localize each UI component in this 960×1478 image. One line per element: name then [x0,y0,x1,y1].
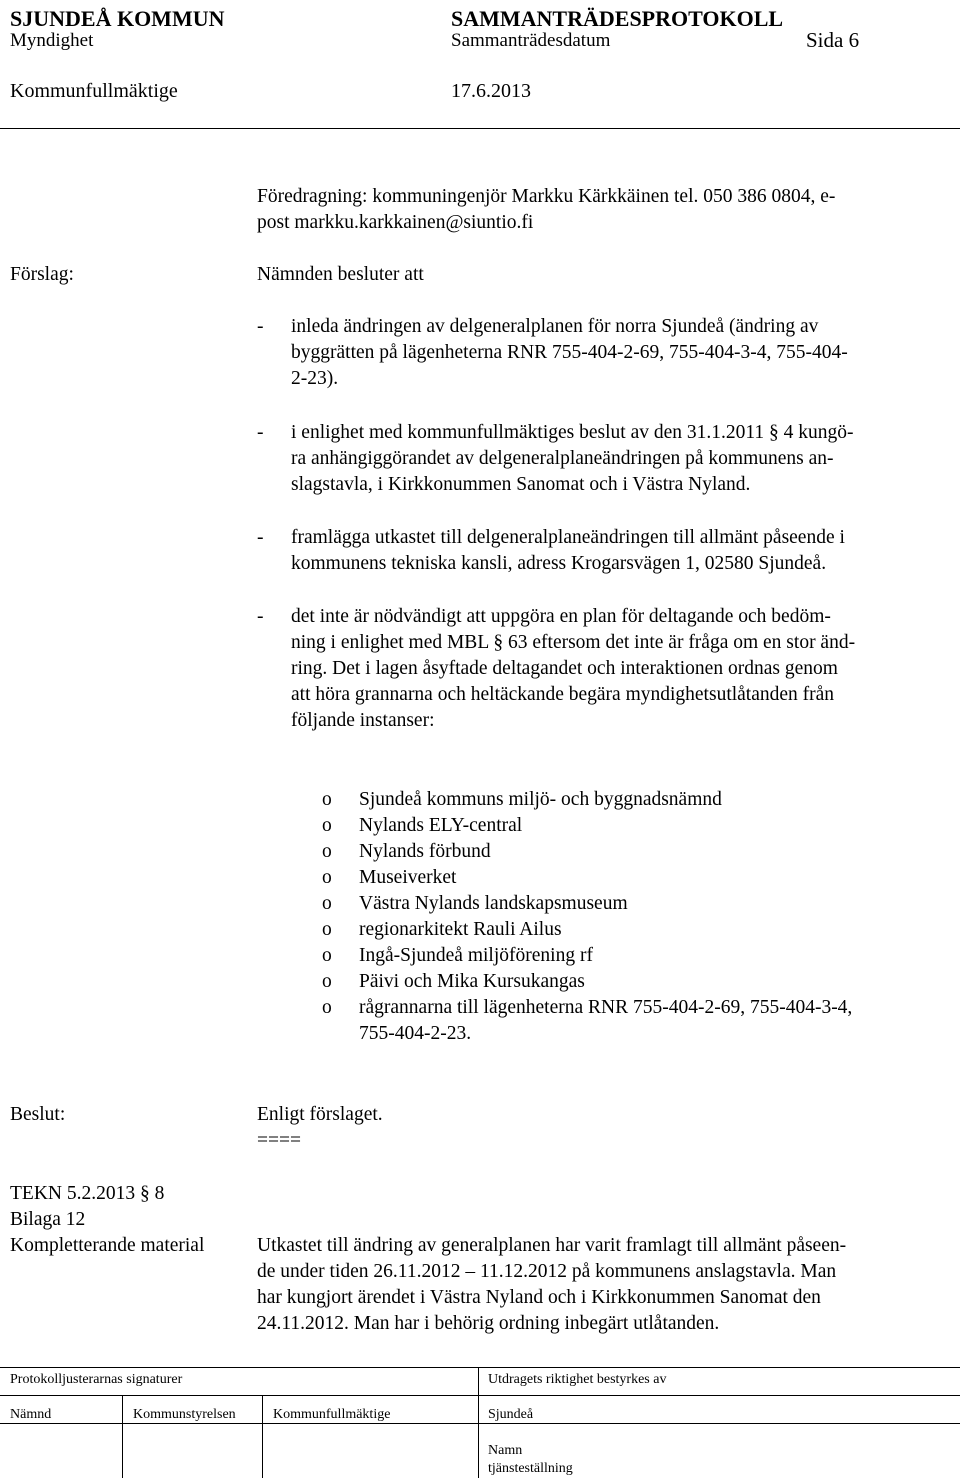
supplementary-line: Utkastet till ändring av generalplanen har varit framlagt till allmänt påseen- [257,1235,847,1256]
meeting-date: 17.6.2013 [451,80,531,102]
footer-column-divider [478,1367,479,1478]
supplementary-label: Kompletterande material [10,1235,205,1256]
footer-row-divider [0,1423,960,1424]
document-type: SAMMANTRÄDESPROTOKOLL [451,6,784,31]
proposal-item-line: 2-23). [291,368,339,389]
proposal-item-line: att höra grannarna och heltäckande begära myndighetsutlåtanden från [291,684,835,705]
instance-item: rågrannarna till lägenheterna RNR 755-404-2-69, 755-404-3-4, [359,997,853,1018]
attachment-label: Bilaga 12 [10,1209,86,1230]
footer-column-divider [262,1395,263,1478]
dash-marker: - [257,316,264,337]
footer-column-divider [122,1395,123,1478]
bullet-marker: o [322,867,332,888]
signature-col-namnd: Nämnd [10,1407,52,1422]
bullet-marker: o [322,815,332,836]
presenter-line-2: post markku.karkkainen@siuntio.fi [257,212,534,233]
decision-label: Beslut: [10,1104,66,1125]
proposal-lead: Nämnden besluter att [257,264,424,285]
header-divider [0,128,960,129]
instance-item: Västra Nylands landskapsmuseum [359,893,628,914]
decision-separator: ==== [257,1130,301,1151]
proposal-label: Förslag: [10,264,74,285]
dash-marker: - [257,527,264,548]
proposal-item-line: ra anhängiggörandet av delgeneralplaneändringen på kommunens an- [291,448,834,469]
proposal-item-line: i enlighet med kommunfullmäktiges beslut av den 31.1.2011 § 4 kungö- [291,422,854,443]
supplementary-line: 24.11.2012. Man har i behörig ordning inbegärt utlåtanden. [257,1313,720,1334]
signature-col-kommunfullmaktige: Kommunfullmäktige [273,1407,391,1422]
proposal-item-line: slagstavla, i Kirkkonummen Sanomat och i Västra Nyland. [291,474,751,495]
bullet-marker: o [322,945,332,966]
instance-item: Museiverket [359,867,457,888]
footer-row-divider [0,1395,960,1396]
presenter-line-1: Föredragning: kommuningenjör Markku Kärkkäinen tel. 050 386 0804, e- [257,186,836,207]
instance-item: Päivi och Mika Kursukangas [359,971,585,992]
proposal-item-line: det inte är nödvändigt att uppgöra en plan för deltagande och bedöm- [291,606,831,627]
proposal-item-line: framlägga utkastet till delgeneralplaneändringen till allmänt påseende i [291,527,845,548]
bullet-marker: o [322,789,332,810]
extract-certified-label: Utdragets riktighet bestyrkes av [488,1372,667,1387]
bullet-marker: o [322,919,332,940]
proposal-item-line: följande instanser: [291,710,435,731]
bullet-marker: o [322,893,332,914]
certify-name-label: Namn [488,1443,523,1458]
dash-marker: - [257,606,264,627]
proposal-item-line: ning i enlighet med MBL § 63 eftersom det inte är fråga om en stor änd- [291,632,856,653]
tekn-reference: TEKN 5.2.2013 § 8 [10,1183,165,1204]
proposal-item-line: ring. Det i lagen åsyftade deltagandet och interaktionen ordnas genom [291,658,838,679]
municipality-name: SJUNDEÅ KOMMUN [10,6,225,31]
proposal-item-line: kommunens tekniska kansli, adress Krogarsvägen 1, 02580 Sjundeå. [291,553,827,574]
page-number: Sida 6 [806,28,860,52]
decision-text: Enligt förslaget. [257,1104,383,1125]
certify-title-label: tjänsteställning [488,1461,573,1476]
dash-marker: - [257,422,264,443]
bullet-marker: o [322,841,332,862]
instance-item-continuation: 755-404-2-23. [359,1023,472,1044]
instance-item: Nylands ELY-central [359,815,523,836]
supplementary-line: har kungjort ärendet i Västra Nyland och i Kirkkonummen Sanomat den [257,1287,821,1308]
meeting-date-label: Sammanträdesdatum [451,30,611,51]
supplementary-line: de under tiden 26.11.2012 – 11.12.2012 på kommunens anslagstavla. Man [257,1261,837,1282]
authority-name: Kommunfullmäktige [10,80,178,102]
proposal-item-line: inleda ändringen av delgeneralplanen för norra Sjundeå (ändring av [291,316,819,337]
signatures-label: Protokolljusterarnas signaturer [10,1372,183,1387]
bullet-marker: o [322,971,332,992]
instance-item: Sjundeå kommuns miljö- och byggnadsnämnd [359,789,722,810]
bullet-marker: o [322,997,332,1018]
proposal-item-line: byggrätten på lägenheterna RNR 755-404-2-69, 755-404-3-4, 755-404- [291,342,848,363]
instance-item: Nylands förbund [359,841,491,862]
authority-label: Myndighet [10,30,94,51]
certify-place: Sjundeå [488,1407,534,1422]
footer-divider [0,1367,960,1368]
instance-item: regionarkitekt Rauli Ailus [359,919,562,940]
signature-col-kommunstyrelsen: Kommunstyrelsen [133,1407,236,1422]
instance-item: Ingå-Sjundeå miljöförening rf [359,945,593,966]
